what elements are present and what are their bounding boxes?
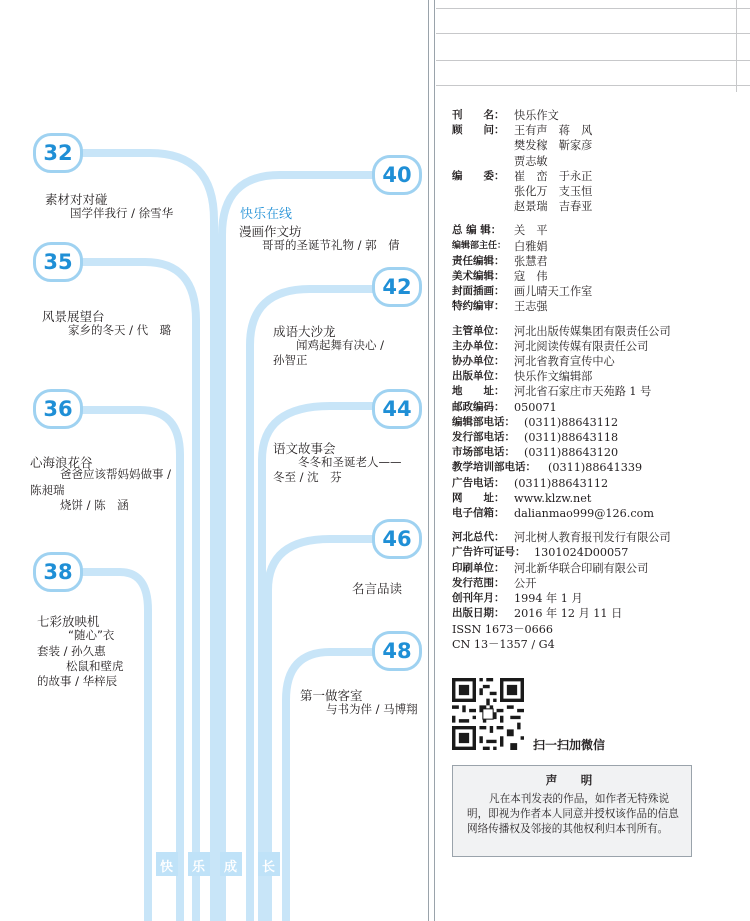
column-divider [428,0,429,921]
masthead-row [452,561,671,576]
info-label: 顾 问： [452,124,505,137]
info-value: 河北树人教育报刊发行有限公司 [514,531,671,545]
masthead-row [452,476,671,491]
toc-entry[interactable]: 松鼠和壁虎 [66,659,124,673]
masthead-row [452,184,671,199]
info-value: 张化万 支玉恒 [514,185,593,199]
section-title: 素材对对碰 [45,192,108,207]
masthead-row [452,430,671,445]
masthead-row [452,445,671,460]
masthead-row [452,460,671,475]
section-title: 漫画作文坊 [239,224,302,239]
scan-wechat-label: 扫一扫加微信 [533,738,606,752]
info-label: 出版日期： [452,607,505,620]
page-edge-line [736,0,737,92]
info-value: 2016 年 12 月 11 日 [514,607,623,621]
masthead-info [452,108,671,652]
masthead-row [452,530,671,545]
toc-entry[interactable]: 套装 / 孙久惠 [37,644,106,658]
spacer [452,521,671,530]
masthead-row [452,606,671,621]
spacer [452,214,671,223]
section-title[interactable]: 名言品读 [352,581,403,596]
info-value: 崔 峦 于永正 [514,169,593,183]
page-badge-46[interactable]: 46 [372,519,422,559]
masthead-row [452,637,671,652]
masthead-row [452,284,671,299]
info-label: 编辑部主任： [452,240,507,251]
info-label: 邮政编码： [452,400,505,413]
section-title: 成语大沙龙 [273,324,336,339]
notice-title: 声 明 [545,773,599,787]
bottom-char: 长 [262,860,276,875]
bottom-char: 成 [224,860,238,875]
masthead-row [452,622,671,637]
toc-entry[interactable]: 国学伴我行 / 徐雪华 [70,206,174,220]
info-value: 张慧君 [514,254,548,268]
masthead-row [452,545,671,560]
info-label: 刊 名： [452,109,505,121]
info-label [452,184,514,199]
masthead-row [452,506,671,521]
toc-entry[interactable]: 孙智正 [273,353,308,367]
bottom-char: 乐 [192,860,206,875]
info-value: 050071 [514,400,557,414]
info-value: 河北省教育宣传中心 [514,355,615,369]
toc-entry[interactable]: 冬冬和圣诞老人—— [298,455,402,469]
info-label: 责任编辑： [452,254,505,267]
wechat-qr-code-icon[interactable] [452,678,524,750]
info-label: 教学培训部电话： [452,461,536,474]
info-value: 公开 [514,576,537,590]
header-stripe [436,60,750,61]
masthead-row [452,369,671,384]
toc-entry[interactable]: 陈昶瑞 [30,483,65,497]
toc-entry[interactable]: 家乡的冬天 / 代 璐 [68,323,172,337]
masthead-row [452,108,671,123]
masthead-row [452,324,671,339]
info-label: 发行范围： [452,576,505,589]
info-value: 河北出版传媒集团有限责任公司 [514,324,671,338]
masthead-row [452,299,671,314]
info-value: 寇 伟 [514,270,548,284]
info-label: 河北总代： [452,531,505,544]
info-label: 电子信箱： [452,507,505,520]
info-value: CN 13－1357 / G4 [452,637,555,651]
info-value: 快乐作文编辑部 [514,370,593,384]
info-value[interactable]: dalianmao999@126.com [514,507,654,521]
info-label: 主管单位： [452,324,505,337]
header-stripe [436,8,750,9]
column-title-happy-online: 快乐在线 [240,207,293,222]
info-label: 创刊年月： [452,592,505,605]
header-stripe [436,85,750,86]
masthead-row [452,491,671,506]
info-value: 樊发稼 靳家彦 [514,139,593,153]
branch-35 [58,262,196,921]
masthead-row [452,591,671,606]
info-value: 贾志敏 [514,154,548,168]
info-value: (0311)88643118 [524,431,619,445]
info-value: 1301024D00057 [534,546,629,560]
info-label: 总 编 辑： [452,224,502,237]
info-label: 印刷单位： [452,561,505,574]
info-value: (0311)88641339 [548,461,643,475]
info-label: 出版单位： [452,370,505,383]
masthead-row [452,199,671,214]
info-label: 发行部电话： [452,431,515,444]
toc-entry[interactable]: 冬至 / 沈 芬 [273,470,342,484]
info-value[interactable]: www.klzw.net [514,491,592,505]
page-badge-48[interactable]: 48 [372,631,422,671]
info-value: 河北新华联合印刷有限公司 [514,561,649,575]
masthead-row [452,123,671,138]
info-value: (0311)88643120 [524,446,619,460]
page-badge-44[interactable]: 44 [372,389,422,429]
info-label: 广告电话： [452,476,505,489]
info-value: 白雅娟 [514,239,548,253]
page-badge-42[interactable]: 42 [372,267,422,307]
info-value: 快乐作文 [514,109,559,122]
toc-entry[interactable]: 闻鸡起舞有决心 / [296,338,385,352]
masthead-row [452,415,671,430]
info-value: 河北省石家庄市天苑路 1 号 [514,385,652,399]
section-title: 风景展望台 [42,309,105,324]
section-title: 心海浪花谷 [30,455,93,470]
section-title: 第一做客室 [300,688,363,703]
info-value: 河北阅读传媒有限责任公司 [514,339,649,353]
info-value: 关 平 [514,224,548,238]
info-label [452,138,514,153]
masthead-row [452,239,671,254]
info-label: 美术编辑： [452,270,505,283]
spacer [452,315,671,324]
info-label: 编辑部电话： [452,415,515,428]
section-title: 七彩放映机 [37,614,100,629]
info-value: (0311)88643112 [524,415,619,429]
info-label [452,199,514,214]
info-label: 协办单位： [452,355,505,368]
page-badge-40[interactable]: 40 [372,155,422,195]
notice-body: 凡在本刊发表的作品，如作者无特殊说明，即视为作者本人同意并授权该作品的信息网络传播权及邻接的其他权利归本刊所有。 [467,793,679,835]
page-badge-38[interactable]: 38 [33,552,83,592]
info-label: 封面插画： [452,285,505,298]
info-value: 1994 年 1 月 [514,592,583,606]
copyright-notice [452,765,692,857]
info-value: 画儿晴天工作室 [514,285,593,299]
info-label: 编 委： [452,169,505,182]
info-value: 王志强 [514,300,548,314]
masthead-row [452,154,671,169]
page-badge-32[interactable]: 32 [33,133,83,173]
info-label: 特约编审： [452,300,505,313]
info-label: 地 址： [452,385,505,398]
masthead-row [452,576,671,591]
branch-32 [63,153,214,921]
section-title: 语文故事会 [273,441,336,456]
masthead-row [452,169,671,184]
masthead-row [452,400,671,415]
masthead-row [452,384,671,399]
bottom-char: 快 [160,860,174,875]
masthead-row [452,254,671,269]
info-label: 广告许可证号： [452,546,526,559]
masthead-row [452,223,671,238]
masthead-row [452,138,671,153]
masthead-row [452,339,671,354]
toc-entry[interactable]: 的故事 / 华梓辰 [37,674,118,688]
toc-entry[interactable]: 烧饼 / 陈 涵 [60,498,129,512]
info-value: ISSN 1673－0666 [452,622,554,636]
column-divider [434,0,435,921]
masthead-row [452,354,671,369]
info-value: 王有声 蒋 风 [514,124,593,138]
page-badge-35[interactable]: 35 [33,242,83,282]
info-label [452,154,514,169]
info-label: 市场部电话： [452,446,515,459]
info-label: 网 址： [452,491,505,504]
info-label: 主办单位： [452,339,505,352]
toc-entry[interactable]: “随心”衣 [68,628,115,642]
toc-entry[interactable]: 与书为伴 / 马博翔 [326,702,418,716]
page-badge-36[interactable]: 36 [33,389,83,429]
header-stripe [436,33,750,34]
toc-entry[interactable]: 哥哥的圣诞节礼物 / 郭 倩 [262,238,400,252]
info-value: 赵景瑞 吉春亚 [514,200,593,214]
toc-entry[interactable]: 爸爸应该帮妈妈做事 / [60,467,172,481]
info-value: (0311)88643112 [514,476,609,490]
masthead-row [452,269,671,284]
